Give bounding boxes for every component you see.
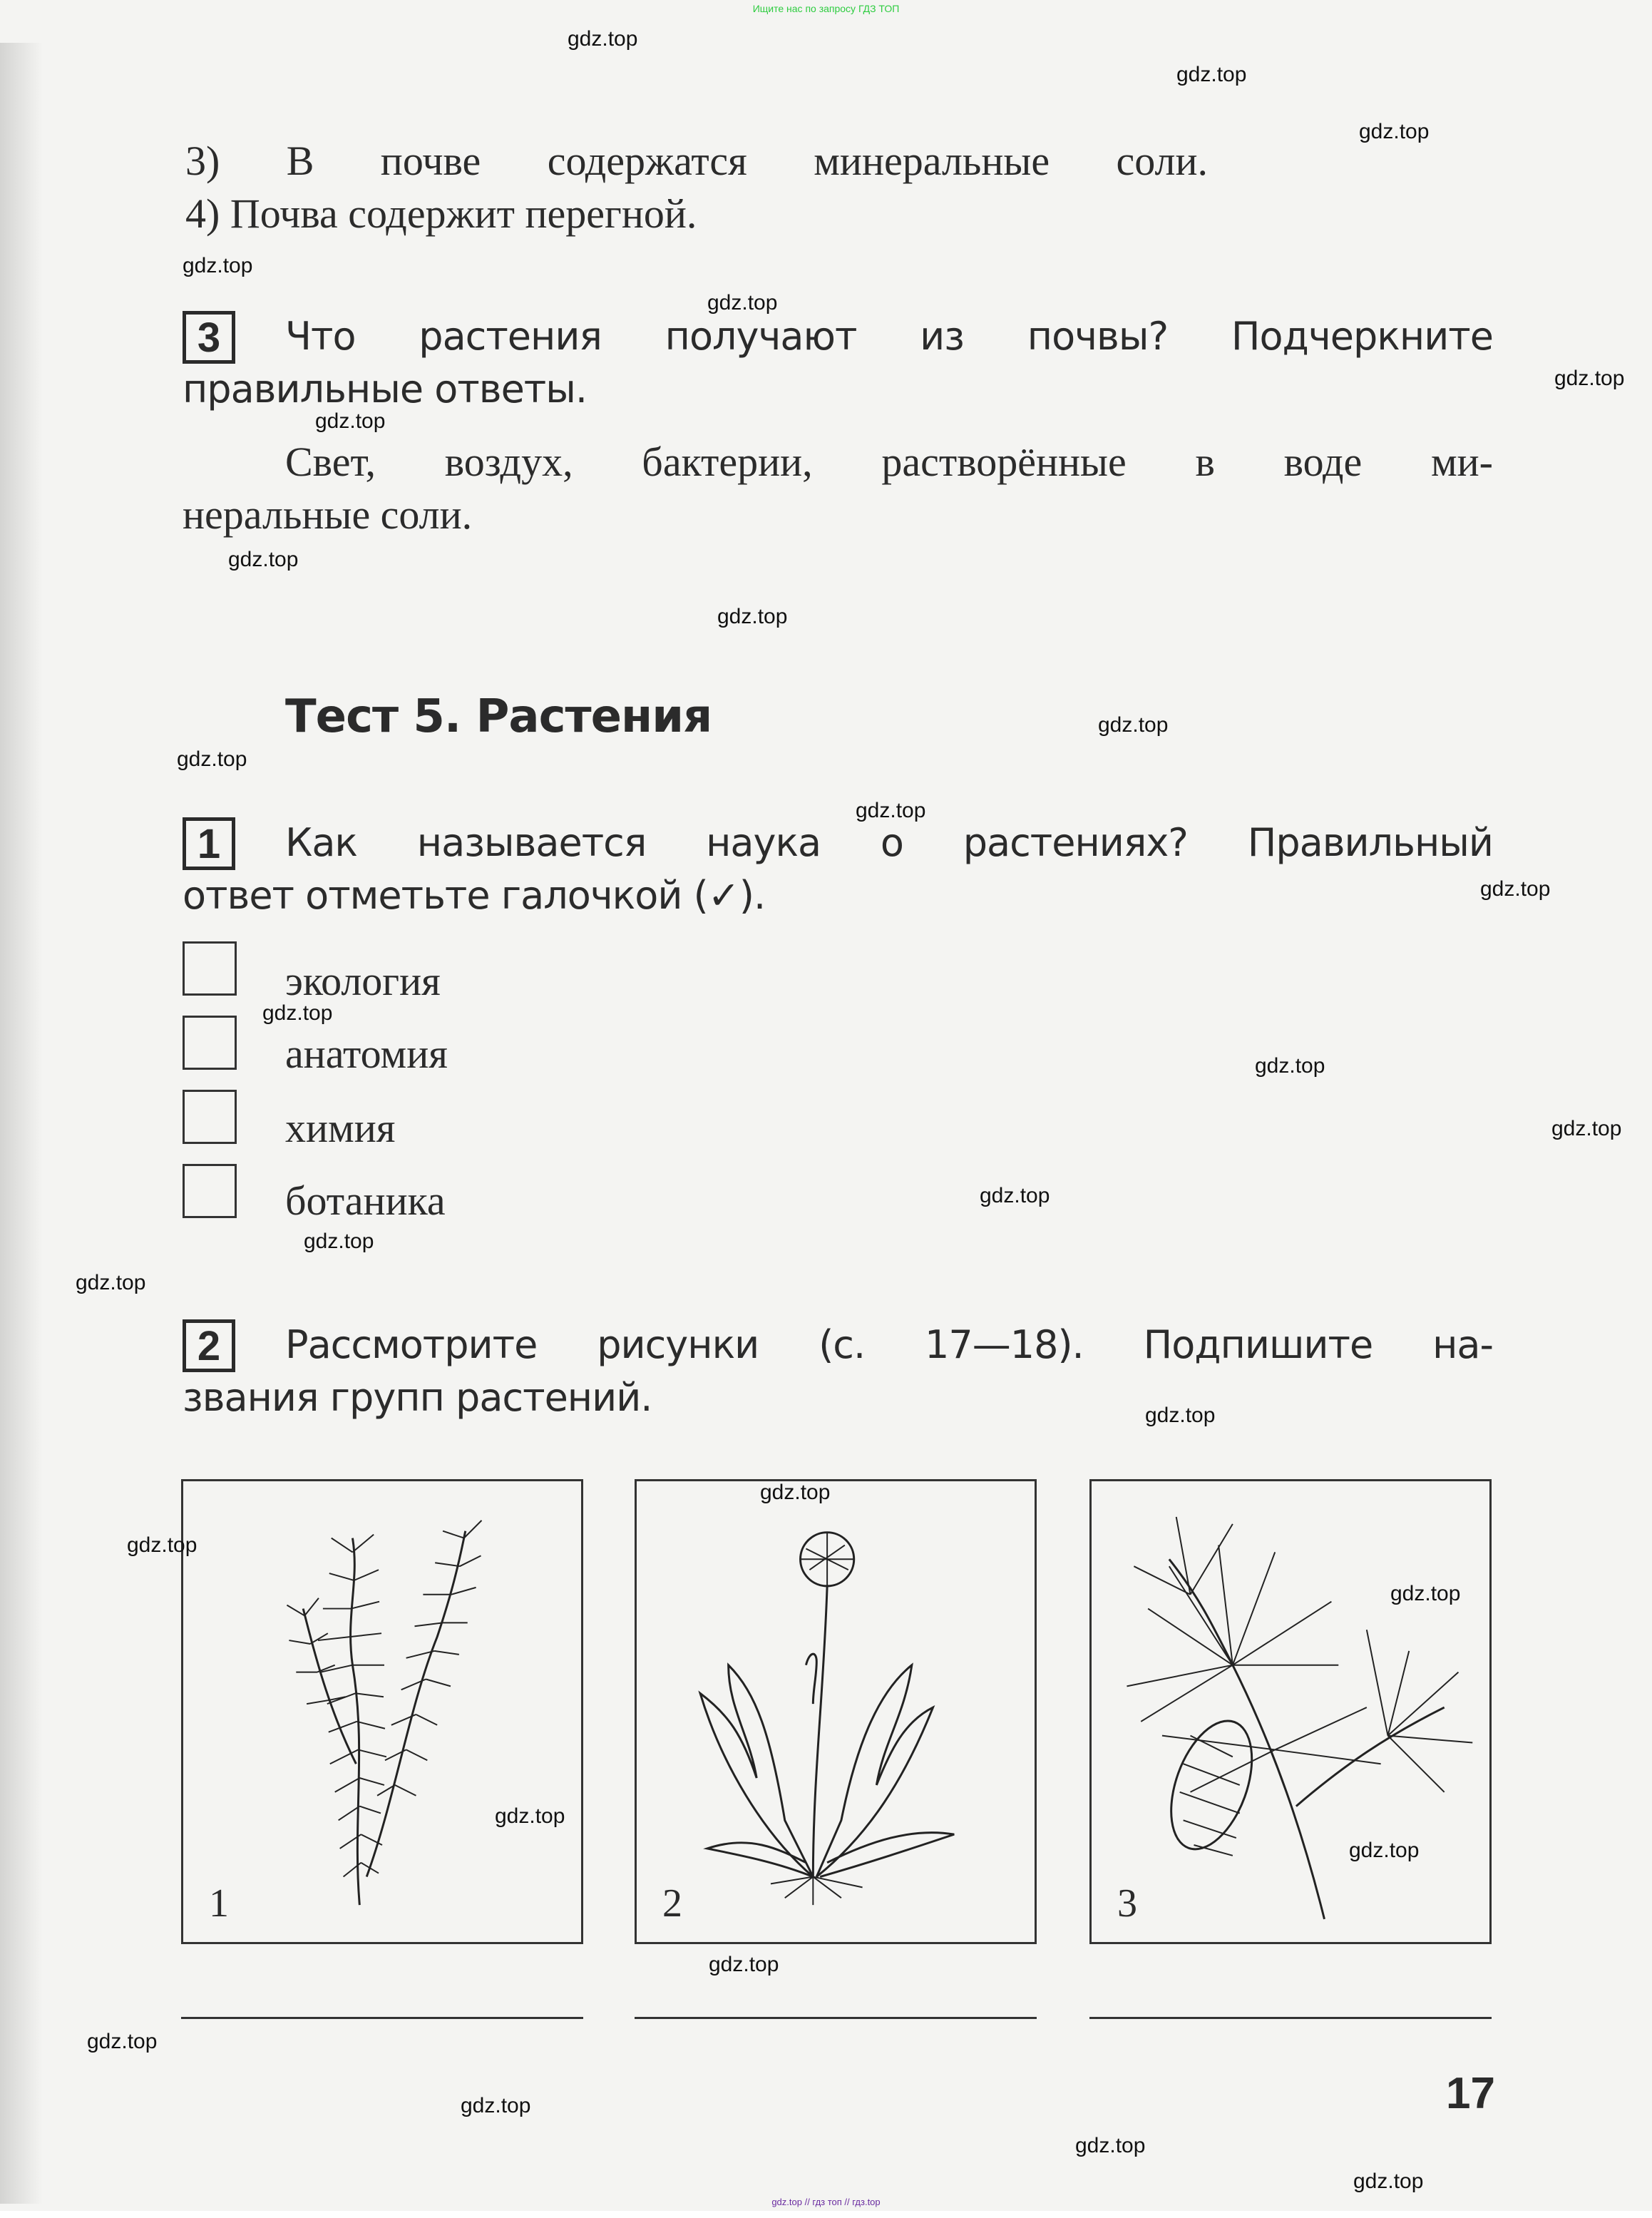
q1-text-line2: ответ отметьте галочкой (✓). bbox=[183, 873, 766, 918]
picture-number: 3 bbox=[1117, 1881, 1137, 1926]
task-number-box: 3 bbox=[183, 311, 235, 364]
watermark: gdz.top bbox=[568, 27, 638, 51]
watermark: gdz.top bbox=[1098, 713, 1169, 737]
answer-line-3[interactable] bbox=[1089, 2017, 1492, 2019]
picture-frame-3 bbox=[1089, 1479, 1492, 1944]
prev-option-3: 3) В почве содержатся минеральные соли. bbox=[185, 138, 1208, 184]
watermark: gdz.top bbox=[177, 747, 247, 771]
watermark: gdz.top bbox=[228, 548, 299, 571]
task3-answer-line2: неральные соли. bbox=[183, 491, 473, 538]
watermark: gdz.top bbox=[1176, 63, 1247, 86]
watermark: gdz.top bbox=[1551, 1117, 1622, 1140]
watermark: gdz.top bbox=[717, 605, 788, 628]
task3-question-line1: Что растения получают из почвы? Подчеркните bbox=[285, 314, 1493, 359]
watermark: gdz.top bbox=[315, 409, 386, 433]
picture-number: 1 bbox=[209, 1881, 229, 1926]
watermark: gdz.top bbox=[495, 1804, 565, 1828]
option-label: анатомия bbox=[285, 1031, 448, 1077]
watermark: gdz.top bbox=[856, 799, 926, 822]
picture-number: 2 bbox=[662, 1881, 682, 1926]
answer-line-1[interactable] bbox=[181, 2017, 583, 2019]
watermark: gdz.top bbox=[980, 1184, 1050, 1207]
watermark: gdz.top bbox=[1554, 367, 1625, 390]
option-label: химия bbox=[285, 1105, 396, 1151]
moss-plant-icon bbox=[183, 1481, 581, 1942]
watermark: gdz.top bbox=[1359, 120, 1430, 143]
page-bottom-margin bbox=[0, 2211, 1652, 2218]
watermark: gdz.top bbox=[1255, 1054, 1325, 1078]
checkbox-chemistry[interactable] bbox=[183, 1090, 237, 1144]
watermark: gdz.top bbox=[262, 1001, 333, 1025]
watermark: gdz.top bbox=[707, 291, 778, 315]
option-label: ботаника bbox=[285, 1177, 446, 1224]
top-banner[interactable]: Ищите нас по запросу ГДЗ ТОП bbox=[752, 3, 900, 14]
prev-option-4: 4) Почва содержит перегной. bbox=[185, 190, 697, 237]
watermark: gdz.top bbox=[1390, 1582, 1461, 1605]
watermark: gdz.top bbox=[127, 1533, 197, 1557]
watermark: gdz.top bbox=[760, 1481, 831, 1504]
watermark: gdz.top bbox=[709, 1953, 779, 1976]
watermark: gdz.top bbox=[183, 254, 253, 277]
answer-line-2[interactable] bbox=[635, 2017, 1037, 2019]
watermark: gdz.top bbox=[1353, 2170, 1424, 2193]
test-title: Тест 5. Растения bbox=[285, 690, 712, 743]
page-number: 17 bbox=[1446, 2069, 1495, 2118]
scan-edge-shadow bbox=[0, 43, 43, 2204]
checkbox-ecology[interactable] bbox=[183, 941, 237, 996]
picture-frame-1 bbox=[181, 1479, 583, 1944]
option-label: экология bbox=[285, 958, 441, 1004]
footer-links[interactable]: gdz.top // гдз топ // гдз.top bbox=[771, 2197, 881, 2207]
watermark: gdz.top bbox=[76, 1271, 146, 1294]
task3-answer-line1: Свет, воздух, бактерии, растворённые в воде ми- bbox=[285, 439, 1493, 485]
watermark: gdz.top bbox=[1075, 2134, 1146, 2157]
watermark: gdz.top bbox=[461, 2094, 531, 2117]
pine-branch-icon bbox=[1092, 1481, 1489, 1942]
watermark: gdz.top bbox=[1145, 1404, 1216, 1427]
dandelion-plant-icon bbox=[637, 1481, 1035, 1942]
q2-text-line2: звания групп растений. bbox=[183, 1375, 652, 1420]
question-number-box: 2 bbox=[183, 1319, 235, 1372]
checkbox-anatomy[interactable] bbox=[183, 1016, 237, 1070]
watermark: gdz.top bbox=[1480, 877, 1551, 901]
q1-text-line1: Как называется наука о растениях? Правильный bbox=[285, 820, 1493, 865]
checkbox-botany[interactable] bbox=[183, 1164, 237, 1218]
watermark: gdz.top bbox=[1349, 1839, 1420, 1862]
watermark: gdz.top bbox=[87, 2030, 158, 2053]
q2-text-line1: Рассмотрите рисунки (с. 17—18). Подпишите на- bbox=[285, 1322, 1493, 1367]
question-number-box: 1 bbox=[183, 817, 235, 870]
task3-question-line2: правильные ответы. bbox=[183, 367, 588, 412]
picture-frame-2 bbox=[635, 1479, 1037, 1944]
watermark: gdz.top bbox=[304, 1230, 374, 1253]
